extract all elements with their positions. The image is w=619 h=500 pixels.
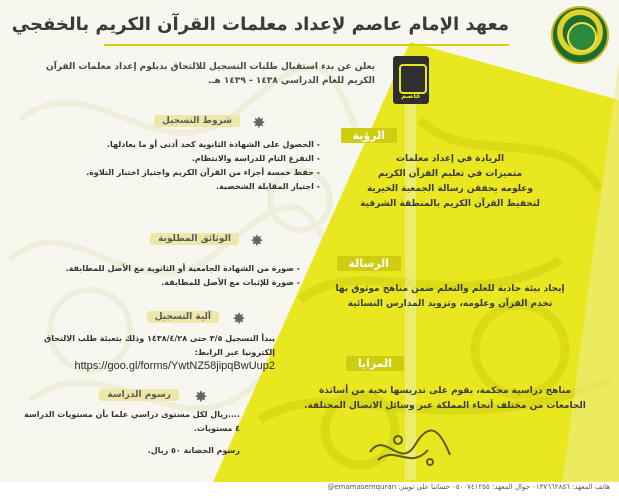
page-title: معهد الإمام عاصم لإعداد معلمات القرآن الكريم بالخفجي bbox=[11, 14, 509, 35]
list-item: - صورة من الشهادة الجامعية أو الثانوية مع الأصل للمطابقة. bbox=[20, 262, 300, 276]
intro-line-2: الكريم للعام الدراسي ١٤٣٨ - ١٤٣٩ هـ. bbox=[208, 76, 375, 86]
list-item: - حفظ خمسة أجزاء من القرآن الكريم واجتياز اختبار التلاوة. bbox=[20, 166, 320, 180]
emblem-center bbox=[567, 22, 597, 52]
documents-list bbox=[20, 262, 300, 290]
features-line: الجامعات من مختلف أنحاء المملكة عبر وسائل الاتصال المختلفة. bbox=[304, 401, 586, 411]
intro-line-1: يعلن عن بدء استقبال طلبات التسجيل للالتحاق بدبلوم إعداد معلمات القرآن bbox=[46, 62, 375, 72]
mission-line: تخدم القرآن وعلومه، وتزويد المدارس النسائية bbox=[347, 299, 553, 309]
title-underline bbox=[104, 44, 509, 46]
list-item: - اجتياز المقابلة الشخصية. bbox=[20, 180, 320, 194]
features-heading: المزايا bbox=[346, 356, 404, 371]
registration-heading: آلية التسجيل bbox=[147, 311, 219, 323]
conditions-heading: شروط التسجيل bbox=[154, 115, 240, 127]
registration-line-1: يبدأ التسجيل ٣/٥ حتى ١٤٣٨/٤/٢٨ وذلك بتعبئة طلب الالتحاق bbox=[44, 334, 275, 343]
registration-line-2: إلكترونيا عبر الرابط: bbox=[194, 348, 275, 357]
list-item: - صورة للإثبات مع الأصل للمطابقة. bbox=[20, 276, 300, 290]
intro-text bbox=[20, 60, 375, 88]
institute-logo bbox=[393, 56, 429, 104]
fees-block bbox=[20, 408, 240, 458]
features-text bbox=[280, 384, 610, 414]
list-item: - الحصول على الشهادة الثانوية كحد أدنى أو ما يعادلها. bbox=[20, 138, 320, 152]
star-icon: ✸ bbox=[194, 387, 208, 406]
mission-line: إيجاد بيئة جاذبة للعلم والتعلم ضمن مناهج موثوق بها bbox=[335, 284, 565, 294]
star-icon: ✸ bbox=[252, 113, 266, 132]
divider-strip bbox=[405, 60, 416, 480]
logo-frame-icon bbox=[399, 64, 427, 94]
fees-heading: رسوم الدراسة bbox=[99, 389, 179, 401]
features-line: مناهج دراسية محكمة، يقوم على تدريسها نخبة من أساتذة bbox=[318, 386, 571, 396]
vision-heading: الرؤية bbox=[341, 128, 397, 143]
fees-line-1: ....ريال لكل مستوى دراسي علما بأن مستويات الدراسة bbox=[24, 410, 240, 419]
fees-line-3: رسوم الحضانة ٥٠ ريال. bbox=[147, 446, 240, 455]
star-icon: ✸ bbox=[232, 309, 246, 328]
list-item: - التفرغ التام للدراسة والانتظام. bbox=[20, 152, 320, 166]
registration-block bbox=[20, 332, 275, 372]
fees-line-2: ٤ مستويات. bbox=[193, 424, 240, 433]
documents-heading: الوثائق المطلوبة bbox=[150, 233, 239, 245]
contact-info: هاتف المعهد: ٠١٣٧٦٦٢٨٥٦ جوال المعهد: ٠٥٠٠٧٤١٢٥٥ حسابنا على تويتر: emamasemquran@ bbox=[327, 483, 610, 491]
vision-line: الريادة في إعداد معلمات bbox=[395, 154, 505, 164]
vision-text bbox=[335, 152, 565, 212]
institute-emblem bbox=[551, 6, 609, 64]
registration-link[interactable]: https://goo.gl/forms/YwtNZ58jipqBwUup2 bbox=[74, 360, 275, 372]
mission-text bbox=[290, 282, 610, 312]
conditions-list bbox=[20, 138, 320, 194]
vision-line: لتحفيظ القرآن الكريم بالمنطقة الشرقية bbox=[360, 199, 540, 209]
vision-line: وعلومه يحققن رسالة الجمعية الخيرية bbox=[366, 184, 534, 194]
vision-line: متميزات في تعليم القرآن الكريم bbox=[377, 169, 523, 179]
logo-text: عاصم bbox=[401, 92, 421, 100]
star-icon: ✸ bbox=[250, 231, 264, 250]
mission-heading: الرسالة bbox=[337, 256, 402, 271]
